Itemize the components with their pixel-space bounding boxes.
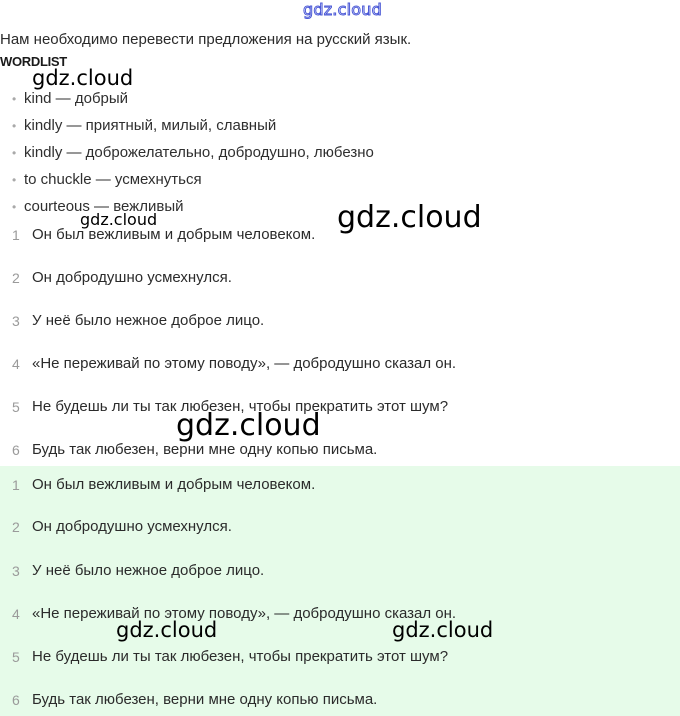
answer-row bbox=[0, 646, 680, 668]
list-item bbox=[12, 144, 374, 171]
watermark-top: gdz.cloud bbox=[303, 0, 382, 19]
list-item bbox=[12, 171, 374, 198]
watermark: gdz.cloud bbox=[116, 618, 218, 642]
answer-number: 5 bbox=[12, 649, 20, 665]
answer-number: 6 bbox=[12, 692, 20, 708]
wordlist-entry: kindly — приятный, милый, славный bbox=[24, 117, 277, 134]
answer-text: Он добродушно усмехнулся. bbox=[32, 518, 232, 535]
bullet-icon: • bbox=[12, 200, 17, 214]
task-row bbox=[0, 267, 680, 289]
answer-text: Не будешь ли ты так любезен, чтобы прекратить этот шум? bbox=[32, 648, 449, 665]
watermark: gdz.cloud bbox=[80, 210, 158, 229]
task-text: Он был вежливым и добрым человеком. bbox=[32, 226, 316, 243]
answer-row bbox=[0, 516, 680, 538]
answer-text: Он был вежливым и добрым человеком. bbox=[32, 476, 316, 493]
bullet-icon: • bbox=[12, 119, 17, 133]
task-row bbox=[0, 310, 680, 332]
task-row bbox=[0, 439, 680, 461]
wordlist bbox=[12, 90, 374, 225]
task-text: Не будешь ли ты так любезен, чтобы прекратить этот шум? bbox=[32, 398, 449, 415]
wordlist-entry: kind — добрый bbox=[24, 90, 129, 107]
task-row bbox=[0, 396, 680, 418]
answer-block bbox=[0, 466, 680, 716]
answer-row bbox=[0, 560, 680, 582]
task-number: 3 bbox=[12, 313, 20, 329]
answer-row bbox=[0, 603, 680, 625]
task-number: 2 bbox=[12, 270, 20, 286]
answer-text: У неё было нежное доброе лицо. bbox=[32, 562, 265, 579]
answer-text: Будь так любезен, верни мне одну копью письма. bbox=[32, 691, 378, 708]
task-number: 5 bbox=[12, 399, 20, 415]
task-number: 6 bbox=[12, 442, 20, 458]
task-row bbox=[0, 353, 680, 375]
wordlist-entry: to chuckle — усмехнуться bbox=[24, 171, 202, 188]
wordlist-entry: courteous — вежливый bbox=[24, 198, 184, 215]
task-text: «Не переживай по этому поводу», — добродушно сказал он. bbox=[32, 355, 457, 372]
watermark: gdz.cloud bbox=[337, 200, 482, 235]
intro-text: Нам необходимо перевести предложения на русский язык. bbox=[0, 31, 412, 48]
bullet-icon: • bbox=[12, 173, 17, 187]
list-item bbox=[12, 90, 374, 117]
answer-row bbox=[0, 474, 680, 496]
answer-number: 1 bbox=[12, 477, 20, 493]
watermark: gdz.cloud bbox=[392, 618, 494, 642]
wordlist-entry: kindly — доброжелательно, добродушно, любезно bbox=[24, 144, 374, 161]
task-number: 4 bbox=[12, 356, 20, 372]
task-text: У неё было нежное доброе лицо. bbox=[32, 312, 265, 329]
answer-row bbox=[0, 689, 680, 711]
answer-number: 4 bbox=[12, 606, 20, 622]
watermark: gdz.cloud bbox=[32, 66, 134, 90]
answer-number: 2 bbox=[12, 519, 20, 535]
task-text: Будь так любезен, верни мне одну копью письма. bbox=[32, 441, 378, 458]
bullet-icon: • bbox=[12, 92, 17, 106]
task-number: 1 bbox=[12, 227, 20, 243]
wordlist-title: WORDLIST bbox=[0, 54, 67, 69]
answer-text: «Не переживай по этому поводу», — добродушно сказал он. bbox=[32, 605, 457, 622]
watermark: gdz.cloud bbox=[176, 408, 321, 443]
task-text: Он добродушно усмехнулся. bbox=[32, 269, 232, 286]
list-item bbox=[12, 117, 374, 144]
list-item bbox=[12, 198, 374, 225]
bullet-icon: • bbox=[12, 146, 17, 160]
answer-number: 3 bbox=[12, 563, 20, 579]
